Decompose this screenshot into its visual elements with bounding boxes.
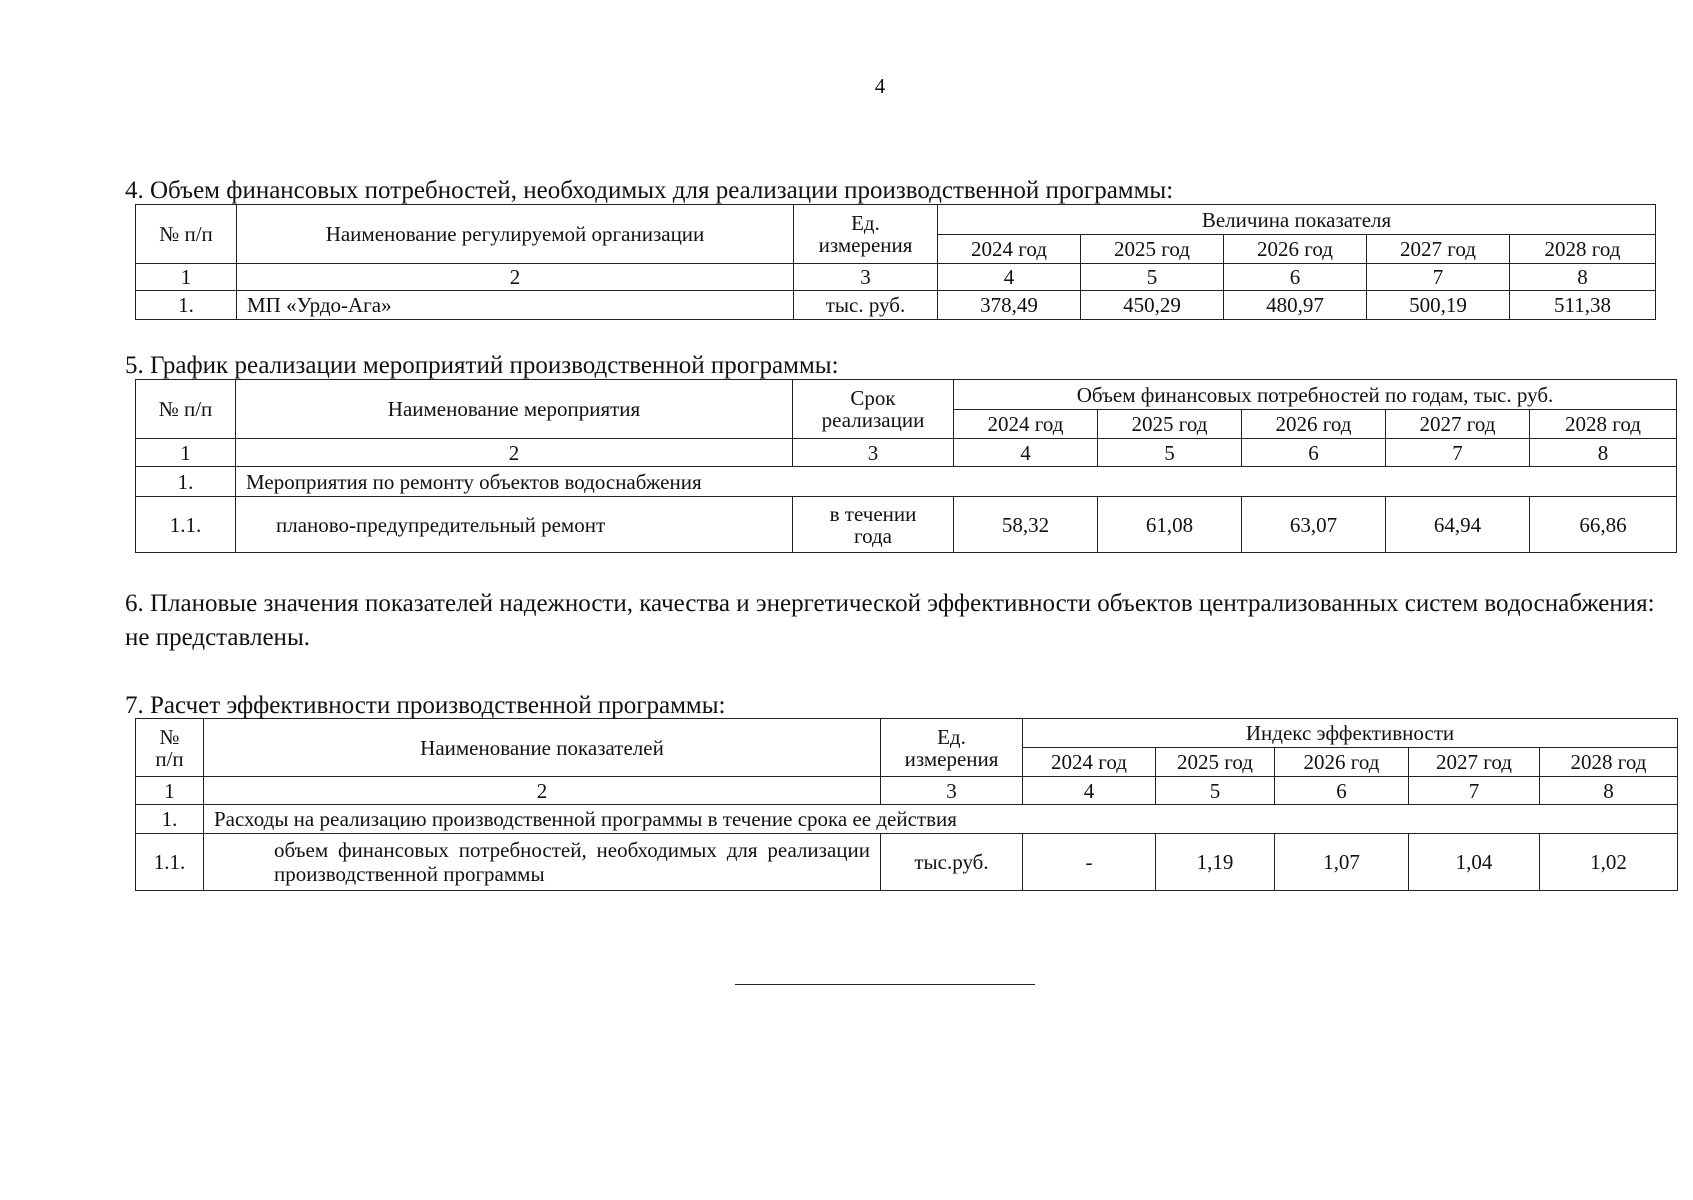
row-num: 1.1.: [136, 834, 204, 891]
row-value: 1,02: [1540, 834, 1678, 891]
group-num: 1.: [136, 805, 204, 834]
col-number: 2: [204, 777, 881, 805]
row-num: 1.1.: [136, 497, 236, 553]
group-name: Расходы на реализацию производственной программы в течение срока ее действия: [204, 805, 1678, 834]
header-num-line2: п/п: [155, 746, 184, 771]
row-unit: тыс.руб.: [881, 834, 1023, 891]
page-number: 4: [874, 74, 886, 98]
col-number: 5: [1156, 777, 1275, 805]
header-year: 2026 год: [1275, 748, 1409, 777]
section-6-text: 6. Плановые значения показателей надежности, качества и энергетической эффективности объектов централизованных систем водоснабжения: не представлены.: [125, 590, 1655, 651]
header-year: 2028 год: [1540, 748, 1678, 777]
header-year: 2025 год: [1156, 748, 1275, 777]
table-row: [136, 291, 1656, 320]
header-year: 2024 год: [954, 410, 1098, 439]
row-value: 58,32: [954, 497, 1098, 553]
row-measure-name: планово-предупредительный ремонт: [236, 497, 793, 553]
header-num-line1: №: [159, 724, 180, 749]
row-value: 450,29: [1081, 291, 1224, 320]
header-unit-line1: Ед.: [851, 211, 880, 235]
col-number: 1: [136, 439, 236, 467]
section-5-title: 5. График реализации мероприятий производственной программы:: [125, 352, 839, 379]
header-indicator-group: Величина показателя: [938, 205, 1656, 235]
col-number: 1: [136, 264, 237, 291]
col-number: 4: [938, 264, 1081, 291]
header-year: 2027 год: [1409, 748, 1540, 777]
row-value: 1,04: [1409, 834, 1540, 891]
col-number: 4: [1023, 777, 1156, 805]
row-value: 1,19: [1156, 834, 1275, 891]
group-name: Мероприятия по ремонту объектов водоснабжения: [236, 467, 1677, 497]
header-unit-line1: Ед.: [937, 724, 966, 749]
header-year: 2028 год: [1510, 235, 1656, 264]
col-number: 3: [794, 264, 938, 291]
header-unit-line2: измерения: [818, 233, 913, 257]
row-value: 511,38: [1510, 291, 1656, 320]
col-number: 5: [1098, 439, 1242, 467]
header-unit: [881, 719, 1023, 777]
header-year: 2024 год: [1023, 748, 1156, 777]
header-year: 2027 год: [1386, 410, 1530, 439]
header-measure-name: Наименование мероприятия: [236, 380, 793, 439]
schedule-table: [135, 379, 1677, 553]
section-7-title: 7. Расчет эффективности производственной программы:: [125, 692, 726, 719]
col-number: 3: [793, 439, 954, 467]
group-num: 1.: [136, 467, 236, 497]
row-org-name: МП «Урдо-Ага»: [237, 291, 794, 320]
row-unit: тыс. руб.: [794, 291, 938, 320]
header-year: 2025 год: [1098, 410, 1242, 439]
header-volume-group: Объем финансовых потребностей по годам, тыс. руб.: [954, 380, 1677, 410]
header-term-line2: реализации: [821, 408, 925, 432]
row-value: 64,94: [1386, 497, 1530, 553]
col-number: 3: [881, 777, 1023, 805]
row-value: 500,19: [1367, 291, 1510, 320]
table-row: [136, 497, 1677, 553]
end-divider: [735, 984, 1035, 985]
header-unit-line2: измерения: [904, 746, 999, 771]
col-number: 6: [1242, 439, 1386, 467]
col-number: 5: [1081, 264, 1224, 291]
header-num: [136, 719, 204, 777]
col-number: 2: [237, 264, 794, 291]
col-number: 2: [236, 439, 793, 467]
header-term-line1: Срок: [850, 386, 896, 410]
row-num: 1.: [136, 291, 237, 320]
row-value: 1,07: [1275, 834, 1409, 891]
row-value: 61,08: [1098, 497, 1242, 553]
col-number: 6: [1224, 264, 1367, 291]
row-value: 480,97: [1224, 291, 1367, 320]
header-num: № п/п: [136, 380, 236, 439]
header-unit: [794, 205, 938, 264]
col-number: 8: [1510, 264, 1656, 291]
header-org-name: Наименование регулируемой организации: [237, 205, 794, 264]
row-value: 63,07: [1242, 497, 1386, 553]
col-number: 1: [136, 777, 204, 805]
header-year: 2027 год: [1367, 235, 1510, 264]
header-year: 2028 год: [1530, 410, 1677, 439]
header-indicator-name: Наименование показателей: [204, 719, 881, 777]
table-row: [136, 834, 1678, 891]
header-year: 2024 год: [938, 235, 1081, 264]
col-number: 8: [1540, 777, 1678, 805]
col-number: 7: [1409, 777, 1540, 805]
row-value: 378,49: [938, 291, 1081, 320]
row-value: -: [1023, 834, 1156, 891]
col-number: 7: [1367, 264, 1510, 291]
header-year: 2026 год: [1242, 410, 1386, 439]
col-number: 7: [1386, 439, 1530, 467]
header-num: № п/п: [136, 205, 237, 264]
group-row: [136, 805, 1678, 834]
section-4-title: 4. Объем финансовых потребностей, необходимых для реализации производственной программы:: [125, 177, 1174, 204]
header-efficiency-group: Индекс эффективности: [1023, 719, 1678, 748]
col-number: 6: [1275, 777, 1409, 805]
header-term: [793, 380, 954, 439]
row-indicator-name: объем финансовых потребностей, необходимых для реализации производственной программы: [204, 834, 881, 891]
financial-needs-table: [135, 204, 1656, 320]
row-term: в течении года: [793, 497, 954, 553]
group-row: [136, 467, 1677, 497]
row-value: 66,86: [1530, 497, 1677, 553]
col-number: 8: [1530, 439, 1677, 467]
header-year: 2026 год: [1224, 235, 1367, 264]
header-year: 2025 год: [1081, 235, 1224, 264]
efficiency-table: [135, 718, 1678, 891]
col-number: 4: [954, 439, 1098, 467]
